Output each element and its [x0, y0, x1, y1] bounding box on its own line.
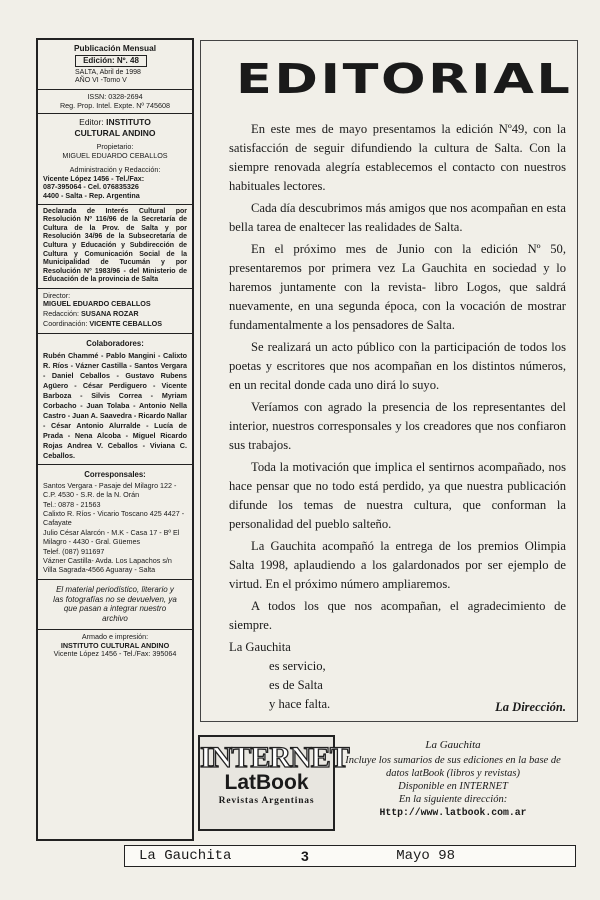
coordination-name: VICENTE CEBALLOS: [89, 319, 163, 329]
coordination-label: Coordinación:: [43, 319, 88, 329]
ad-title: La Gauchita: [425, 739, 481, 751]
owner-label: Propietario:: [96, 142, 134, 152]
page-number: 3: [301, 848, 309, 864]
editorial-paragraph: Toda la motivación que implica el sentirnos acompañado, nos hace pensar que no todo está perdido, ya que nuestra publicación difunde los temas de nuestra cultura, que conforman la personalidad del pueblo salteño.: [229, 460, 566, 531]
editorial-paragraph: En el próximo mes de Junio con la edición Nº 50, presentaremos por primera vez La Gauchita en sociedad y lo haremos juntamente con la revista- libro Logos, que saldrá nuevamente, en una segunda época, con la vocación de mostrar fundamentalmente a los pensadores de Salta.: [229, 242, 566, 332]
correspondent-item: Santos Vergara - Pasaje del Milagro 122 - C.P. 4530 - S.R. de la N. Orán: [43, 481, 177, 499]
staff-block: [38, 289, 192, 334]
correspondent-item: Telef. (087) 911697: [43, 546, 105, 556]
issn: ISSN: 0328-2694: [87, 91, 143, 101]
printing-name: INSTITUTO CULTURAL ANDINO: [60, 640, 170, 650]
place-date: SALTA, Abril de 1998: [75, 68, 141, 76]
signoff-line: es servicio,: [269, 659, 326, 673]
registry-block: [38, 90, 192, 115]
editor-name-1: INSTITUTO: [106, 117, 151, 128]
editorial-body: [229, 120, 566, 714]
edition-number: Edición: Nº. 48: [75, 55, 147, 67]
cultural-interest-declaration: Declarada de Interés Cultural por Resolución Nº 116/96 de la Secretaría de Cultura de la Prov. de Salta y por Resolución 34/96 de la Subsecretaría de Cultura y Educación y Subdirección de Cultura y Comunicación Social de la Municipalidad de Tucumán y por Resolución Nº 1983/96 - del Ministerio de Educación de la provincia de Salta: [38, 205, 192, 289]
internet-logo-word: INTERNET: [200, 741, 349, 774]
signoff-line: La Gauchita: [229, 640, 291, 654]
printing-address: Vicente López 1456 - Tel./Fax: 395064: [53, 649, 177, 659]
admin-address-1: Vicente López 1456 - Tel./Fax:: [43, 173, 145, 183]
latbook-brand: LatBook: [224, 771, 309, 794]
collaborators-heading: Colaboradores:: [86, 338, 144, 348]
correspondent-item: Vázner Castilla- Avda. Los Lapachos s/n Villa Sagrada-4566 Aguaray - Salta: [43, 556, 172, 575]
signoff-line: es de Salta: [269, 678, 323, 692]
ad-line-3: En la siguiente dirección:: [398, 794, 508, 805]
masthead-column: [36, 38, 194, 841]
material-note: El material periodístico, literario y las fotografías no se devuelven, ya que pasan a integrar nuestro archivo: [38, 580, 192, 630]
footer-magazine-title: La Gauchita: [139, 848, 232, 864]
editorial-paragraph: Veríamos con agrado la presencia de los representantes del interior, nuestros corresponsales y los creadores que nos confiaron sus trabajos.: [229, 400, 566, 452]
editorial-paragraph: En este mes de mayo presentamos la edición Nº49, con la satisfacción de seguir difundiendo la cultura de Salta. Con la siempre renovada alegría establecemos el contacto con nuestros habituales lectores.: [229, 122, 566, 193]
editorial-paragraph: Cada día descubrimos más amigos que nos acompañan en esta bella tarea de enaltecer las realidades de Salta.: [229, 201, 566, 234]
editorial-paragraph: Se realizará un acto público con la participación de todos los poetas y escritores que nos acompañan en los distintos números, en un recital donde cada uno dirá lo suyo.: [229, 340, 566, 392]
editor-label: Editor:: [79, 117, 104, 128]
page-footer: [124, 845, 576, 867]
admin-label: Administración y Redacción:: [69, 164, 161, 174]
latbook-url-link[interactable]: Http://www.latbook.com.ar: [379, 807, 527, 818]
admin-address-2: 087-395064 - Cel. 076835326: [43, 182, 139, 192]
printing-block: [38, 630, 192, 662]
printing-label: Armado e impresión:: [81, 631, 149, 641]
editorial-paragraph: La Gauchita acompañó la entrega de los premios Olimpia Salta 1998, aplaudiendo a los galardonados por ser ejemplo de virtud. En el próximo número ampliaremos.: [229, 539, 566, 591]
collaborators-list: Rubén Chammé - Pablo Mangini - Calixto R. Ríos - Vázner Castilla - Santos Vergara - Daniel Ceballos - Gustavo Rubens Agüero - César Perdiguero - Vicente Barboza - Silvis Correa - Myriam Corbacho - Juan Tolaba - Antonio Nella Castro - Juan A. Saavedra - Ricardo Nallar - César Antonio Alurralde - Lucía de Prada - Nena Alcoba - Miguel Ricardo Rojas Andrea V. Ceballos - Viviana C. Ceballos.: [43, 351, 187, 460]
correspondent-item: Julio César Alarcón - M.K - Casa 17 - Bº El Milagro - 4430 - Gral. Güemes: [43, 528, 180, 546]
director-name: MIGUEL EDUARDO CEBALLOS: [43, 299, 151, 309]
editor-name-2: CULTURAL ANDINO: [74, 127, 156, 138]
internet-ad-text: [338, 739, 568, 819]
redaccion-line: [43, 310, 187, 319]
editorial-paragraph: A todos los que nos acompañan, el agradecimiento de siempre.: [229, 599, 566, 632]
collaborators-block: [38, 334, 192, 465]
correspondents-heading: Corresponsales:: [84, 469, 146, 479]
editorial-signature: La Dirección.: [495, 700, 566, 714]
editorial-title: EDITORIAL: [236, 55, 573, 103]
editor-line-1: [43, 117, 187, 127]
latbook-logo-box: [198, 735, 349, 831]
volume: AÑO VI -Tomo V: [75, 77, 127, 85]
owner-name: MIGUEL EDUARDO CEBALLOS: [62, 150, 168, 160]
signoff-line: y hace falta.: [269, 697, 331, 711]
correspondent-item: Tel.: 0878 - 21563: [43, 499, 101, 509]
editor-block: [38, 114, 192, 204]
redaccion-name: SUSANA ROZAR: [80, 309, 139, 319]
correspondent-item: Calixto R. Ríos - Vicario Toscano 425 4427 - Cafayate: [43, 509, 185, 528]
publication-frequency: Publicación Mensual: [73, 43, 157, 53]
ad-line-2: Disponible en INTERNET: [398, 781, 508, 792]
footer-date: Mayo 98: [396, 848, 455, 864]
redaccion-label: Redacción:: [43, 309, 79, 319]
publication-block: [38, 40, 192, 90]
admin-address-3: 4400 - Salta - Rep. Argentina: [43, 191, 140, 201]
director-label: Director:: [43, 290, 71, 300]
correspondents-block: [38, 465, 192, 580]
latbook-tagline: Revistas Argentinas: [218, 796, 315, 806]
coordination-line: [43, 320, 187, 329]
ad-line-1: Incluye los sumarios de sus ediciones en la base de datos latBook (libros y revistas): [345, 755, 561, 779]
registry-number: Reg. Prop. Intel. Expte. Nº 745608: [59, 100, 171, 110]
